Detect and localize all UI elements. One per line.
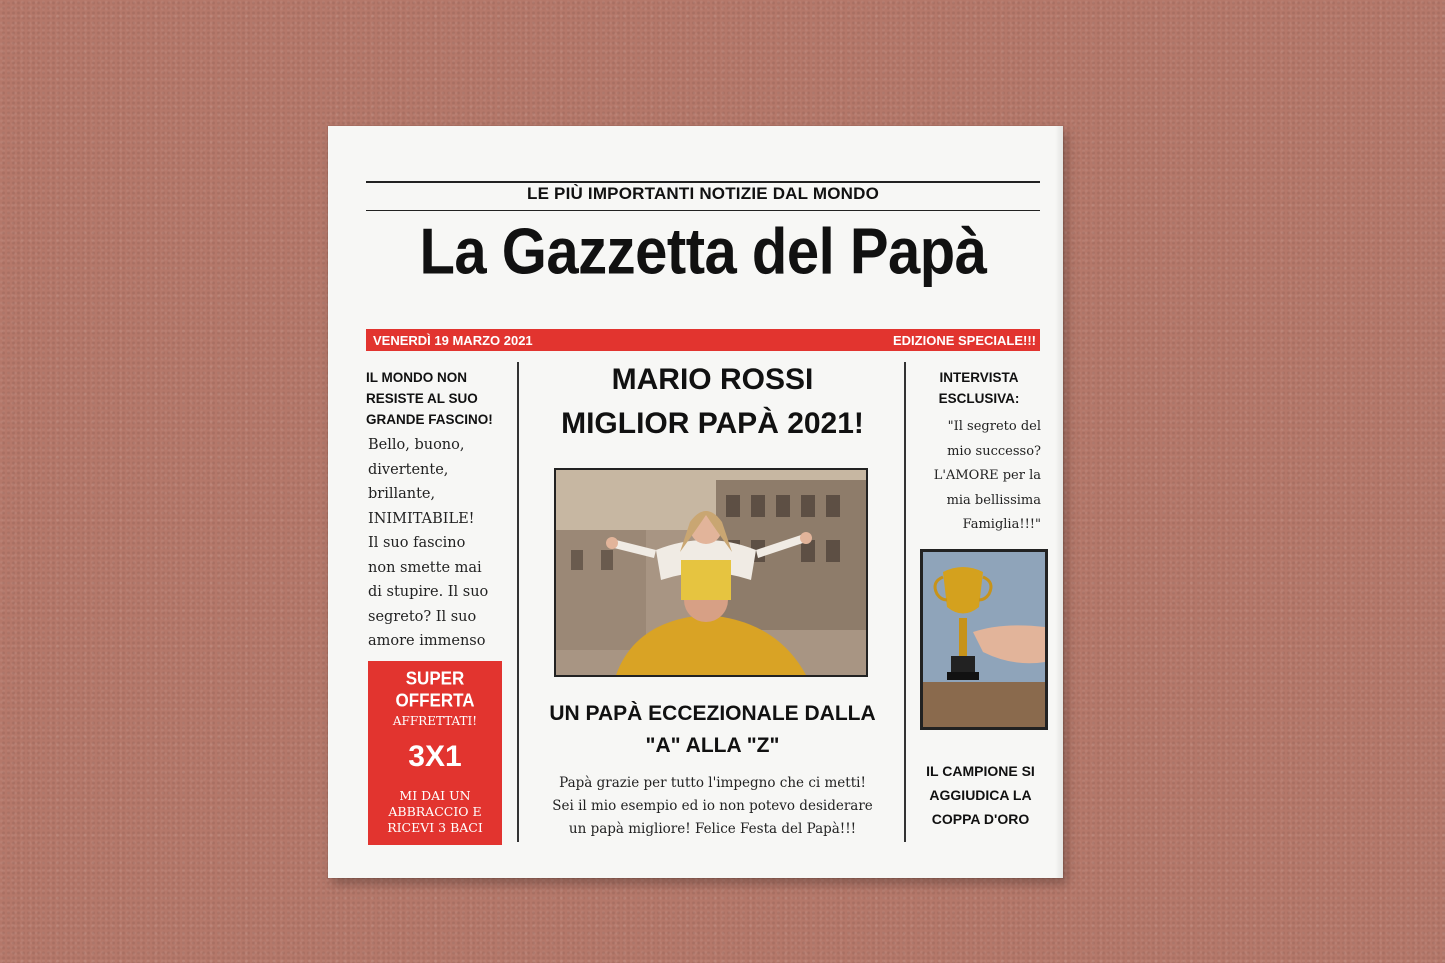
offer-text	[368, 788, 502, 836]
left-line: INIMITABILE!	[368, 510, 475, 527]
quote-line: L'AMORE per la	[933, 468, 1041, 483]
newspaper-canvas	[328, 126, 1063, 878]
offer-title: SUPER OFFERTA	[395, 668, 475, 711]
left-article	[368, 433, 513, 654]
left-line: divertente,	[368, 461, 449, 478]
center-article	[520, 772, 905, 841]
offer-subtitle: AFFRETTATI!	[392, 714, 478, 728]
column-divider-left	[517, 362, 519, 842]
left-line: segreto? Il suo	[368, 608, 477, 625]
caption-line: AGGIUDICA LA	[929, 787, 1032, 803]
left-line: amore immenso	[368, 633, 486, 649]
main-headline	[520, 358, 905, 446]
left-line: Bello, buono,	[368, 437, 465, 453]
father-daughter-photo	[554, 468, 868, 677]
offer-big: 3X1	[408, 740, 462, 773]
tagline-rule	[366, 210, 1040, 211]
trophy-photo	[920, 549, 1048, 730]
photo-illustration	[556, 470, 866, 675]
left-headline: IL MONDO NON RESISTE AL SUO GRANDE FASCINO!	[366, 370, 493, 427]
quote-line: mio successo?	[947, 443, 1041, 459]
date-bar	[366, 329, 1040, 351]
left-line: brillante,	[368, 486, 436, 502]
center-line: Sei il mio esempio ed io non potevo desiderare	[552, 798, 873, 814]
left-line: di stupire. Il suo	[368, 584, 489, 600]
trophy-illustration	[923, 552, 1045, 727]
quote-line: "Il segreto del	[947, 419, 1041, 434]
offer-line: MI DAI UN	[399, 788, 471, 803]
quote-line: Famiglia!!!"	[962, 517, 1041, 532]
interview-headline-line: ESCLUSIVA:	[938, 391, 1020, 406]
interview-quote	[913, 415, 1041, 538]
issue-date: VENERDÌ 19 MARZO 2021	[373, 333, 533, 348]
top-rule	[366, 181, 1040, 183]
left-line: Il suo fascino	[368, 535, 466, 551]
interview-headline-line: INTERVISTA	[939, 370, 1019, 385]
caption-line: IL CAMPIONE SI	[926, 763, 1035, 779]
subheadline-line: "A" ALLA "Z"	[645, 734, 780, 757]
caption-line: COPPA D'ORO	[931, 811, 1030, 827]
offer-line: RICEVI 3 BACI	[387, 820, 483, 835]
offer-box	[368, 661, 502, 845]
center-line: un papà migliore! Felice Festa del Papà!!!	[568, 821, 857, 837]
main-headline-line: MIGLIOR PAPÀ 2021!	[561, 407, 864, 440]
subheadline-line: UN PAPÀ ECCEZIONALE DALLA	[549, 702, 876, 725]
offer-line: ABBRACCIO E	[388, 804, 482, 819]
interview-headline	[913, 367, 1045, 409]
quote-line: mia bellissima	[946, 492, 1041, 508]
masthead-title: La Gazzetta del Papà	[419, 215, 987, 288]
subheadline	[520, 698, 905, 762]
left-line: non smette mai	[368, 559, 482, 576]
tagline: LE PIÙ IMPORTANTI NOTIZIE DAL MONDO	[526, 184, 880, 203]
center-line: Papà grazie per tutto l'impegno che ci metti!	[559, 775, 866, 791]
edition-label: EDIZIONE SPECIALE!!!	[892, 333, 1036, 348]
main-headline-line: MARIO ROSSI	[611, 363, 814, 396]
trophy-caption	[913, 759, 1048, 831]
